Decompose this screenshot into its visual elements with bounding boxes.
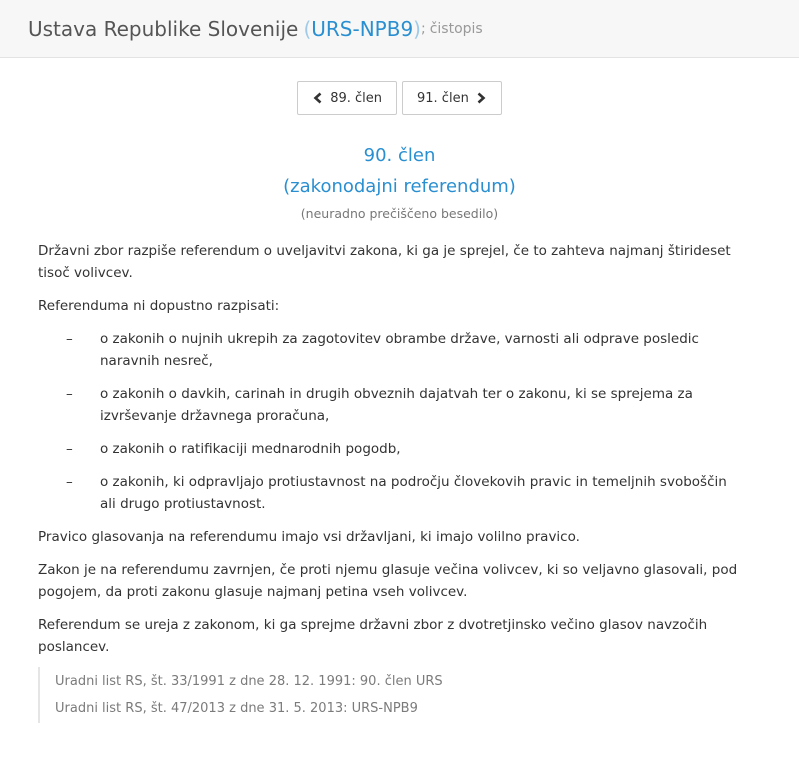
exception-list: [38, 328, 766, 515]
separator: ;: [420, 20, 426, 37]
chevron-right-icon: [475, 92, 487, 104]
article-number: 90. člen: [363, 145, 436, 166]
paren-close: ): [413, 16, 421, 41]
page-header: [0, 0, 799, 58]
source-reference: Uradni list RS, št. 47/2013 z dne 31. 5. 2013: URS-NPB9: [55, 701, 418, 716]
list-dash: –: [66, 386, 73, 402]
list-item: [38, 383, 766, 427]
paragraph: Zakon je na referendumu zavrnjen, če proti njemu glasuje večina volivcev, ki so veljavno glasovali, pod pogojem, da proti zakonu glasuje najmanj petina vseh volivcev.: [38, 562, 738, 600]
article-name: (zakonodajni referendum): [283, 176, 516, 197]
article-heading: [0, 140, 799, 202]
paragraph: Državni zbor razpiše referendum o uveljavitvi zakona, ki ga je sprejel, če to zahteva najmanj štirideset tisoč volivcev.: [38, 243, 731, 281]
list-item-text: o zakonih o davkih, carinah in drugih obveznih dajatvah ter o zakonu, ki se sprejema za izvrševanje državnega proračuna,: [100, 386, 693, 424]
chevron-left-icon: [312, 92, 324, 104]
list-item-text: o zakonih o ratifikaciji mednarodnih pogodb,: [100, 441, 401, 457]
document-code-link[interactable]: URS-NPB9: [311, 16, 414, 41]
list-item: [38, 328, 766, 372]
article-navigation: [0, 81, 799, 115]
list-item-text: o zakonih o nujnih ukrepih za zagotovitev obrambe države, varnosti ali odprave posledic naravnih nesreč,: [100, 331, 699, 369]
paragraph: Referendum se ureja z zakonom, ki ga sprejme državni zbor z dvotretjinsko večino glasov navzočih poslancev.: [38, 617, 708, 655]
list-dash: –: [66, 441, 73, 457]
document-title: Ustava Republike Slovenije: [28, 16, 299, 41]
source-references: [38, 667, 443, 723]
list-item: [38, 471, 766, 515]
list-item-text: o zakonih, ki odpravljajo protiustavnost na področju človekovih pravic in temeljnih svoboščin ali drugo protiustavnost.: [100, 474, 727, 512]
previous-article-button[interactable]: [297, 81, 397, 115]
article-body: [38, 240, 766, 669]
paragraph: Pravico glasovanja na referendumu imajo vsi državljani, ki imajo volilno pravico.: [38, 529, 580, 545]
paren-open: (: [303, 16, 312, 41]
next-article-button[interactable]: [402, 81, 502, 115]
list-item: [38, 438, 766, 460]
previous-article-label: 89. člen: [330, 90, 382, 106]
list-dash: –: [66, 331, 73, 347]
article-note: (neuradno prečiščeno besedilo): [300, 206, 499, 221]
next-article-label: 91. člen: [417, 90, 469, 106]
document-subtitle: čistopis: [429, 20, 483, 37]
list-dash: –: [66, 474, 73, 490]
paragraph: Referenduma ni dopustno razpisati:: [38, 298, 280, 314]
source-reference: Uradni list RS, št. 33/1991 z dne 28. 12. 1991: 90. člen URS: [55, 674, 443, 689]
